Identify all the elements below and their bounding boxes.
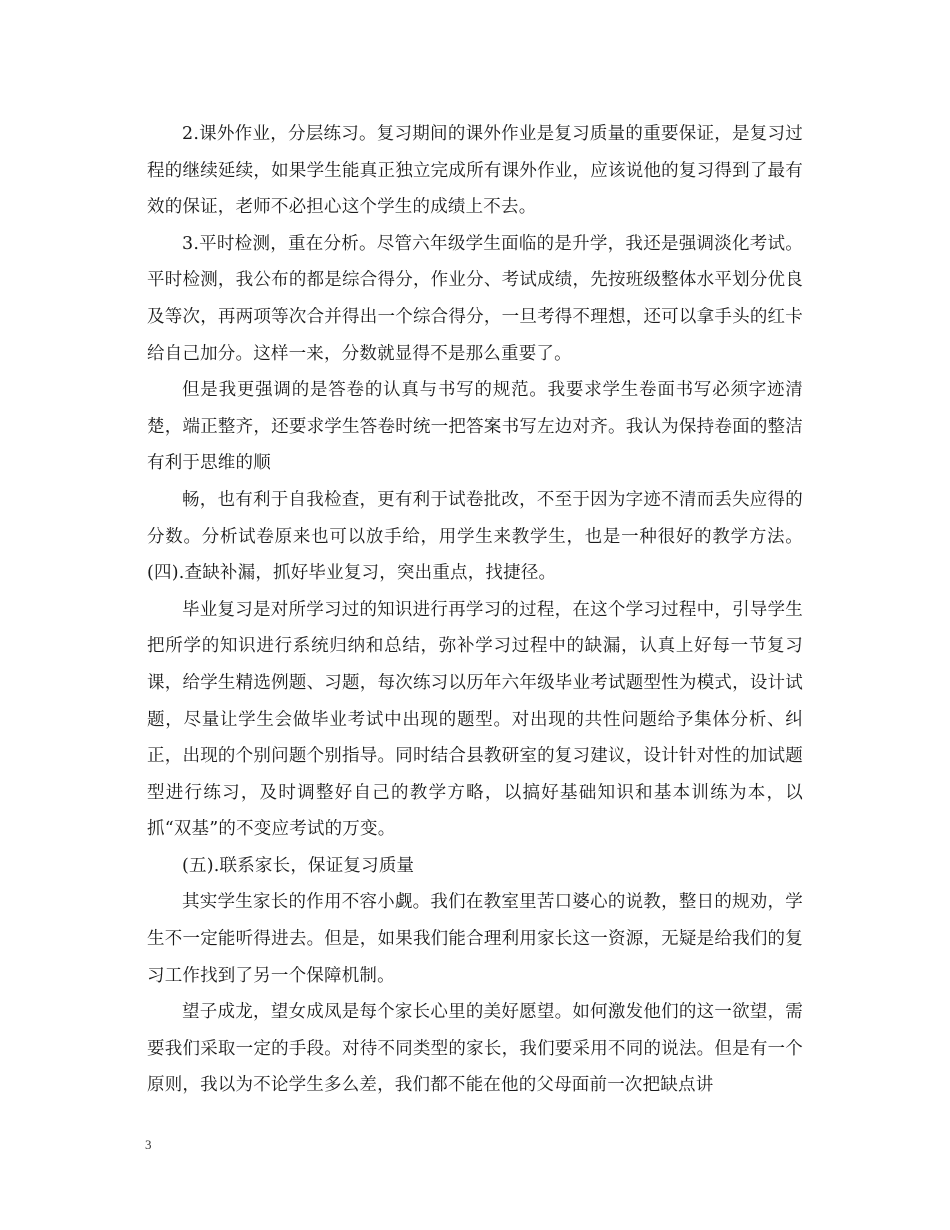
paragraph-graduation-review: 毕业复习是对所学习过的知识进行再学习的过程，在这个学习过程中，引导学生把所学的知识进行系统归纳和总结，弥补学习过程中的缺漏，认真上好每一节复习课，给学生精选例题、习题，每次练习以历年六年级毕业考试题型性为模式，设计试题，尽量让学生会做毕业考试中出现的题型。对出现的共性问题给予集体分析、纠正，出现的个别问题个别指导。同时结合县教研室的复习建议，设计针对性的加试题型进行练习，及时调整好自己的教学方略，以搞好基础知识和基本训练为本，以抓“双基”的不变应考试的万变。 (147, 599, 803, 840)
paragraph-parents-hopes: 望子成龙，望女成凤是每个家长心里的美好愿望。如何激发他们的这一欲望，需要我们采取一定的手段。对待不同类型的家长，我们要采用不同的说法。但是有一个原则，我以为不论学生多么差，我们都不能在他的父母面前一次把缺点讲 (147, 1002, 803, 1096)
paragraph-answer-sheet: 但是我更强调的是答卷的认真与书写的规范。我要求学生卷面书写必须字迹清楚，端正整齐，还要求学生答卷时统一把答案书写左边对齐。我认为保持卷面的整洁有利于思维的顺 (147, 380, 803, 474)
paragraph-parents-role: 其实学生家长的作用不容小觑。我们在教室里苦口婆心的说教，整日的规劝，学生不一定能听得进去。但是，如果我们能合理利用家长这一资源，无疑是给我们的复习工作找到了另一个保障机制。 (147, 892, 803, 986)
document-body (147, 116, 809, 1104)
paragraph-testing: 3.平时检测，重在分析。尽管六年级学生面临的是升学，我还是强调淡化考试。平时检测，我公布的都是综合得分，作业分、考试成绩，先按班级整体水平划分优良及等次，再两项等次合并得出一个综合得分，一旦考得不理想，还可以拿手头的红卡给自己加分。这样一来，分数就显得不是那么重要了。 (147, 233, 803, 364)
paragraph-homework: 2.课外作业，分层练习。复习期间的课外作业是复习质量的重要保证，是复习过程的继续延续，如果学生能真正独立完成所有课外作业，应该说他的复习得到了最有效的保证，老师不必担心这个学生的成绩上不去。 (147, 124, 803, 218)
page-number: 3 (145, 1137, 152, 1152)
section-heading-parents: (五).联系家长，保证复习质量 (182, 855, 415, 876)
paragraph-self-check: 畅，也有利于自我检查，更有利于试卷批改，不至于因为字迹不清而丢失应得的分数。分析试卷原来也可以放手给，用学生来教学生，也是一种很好的教学方法。 (四).查缺补漏，抓好毕业复习，突出重点，找捷径。 (147, 489, 809, 584)
